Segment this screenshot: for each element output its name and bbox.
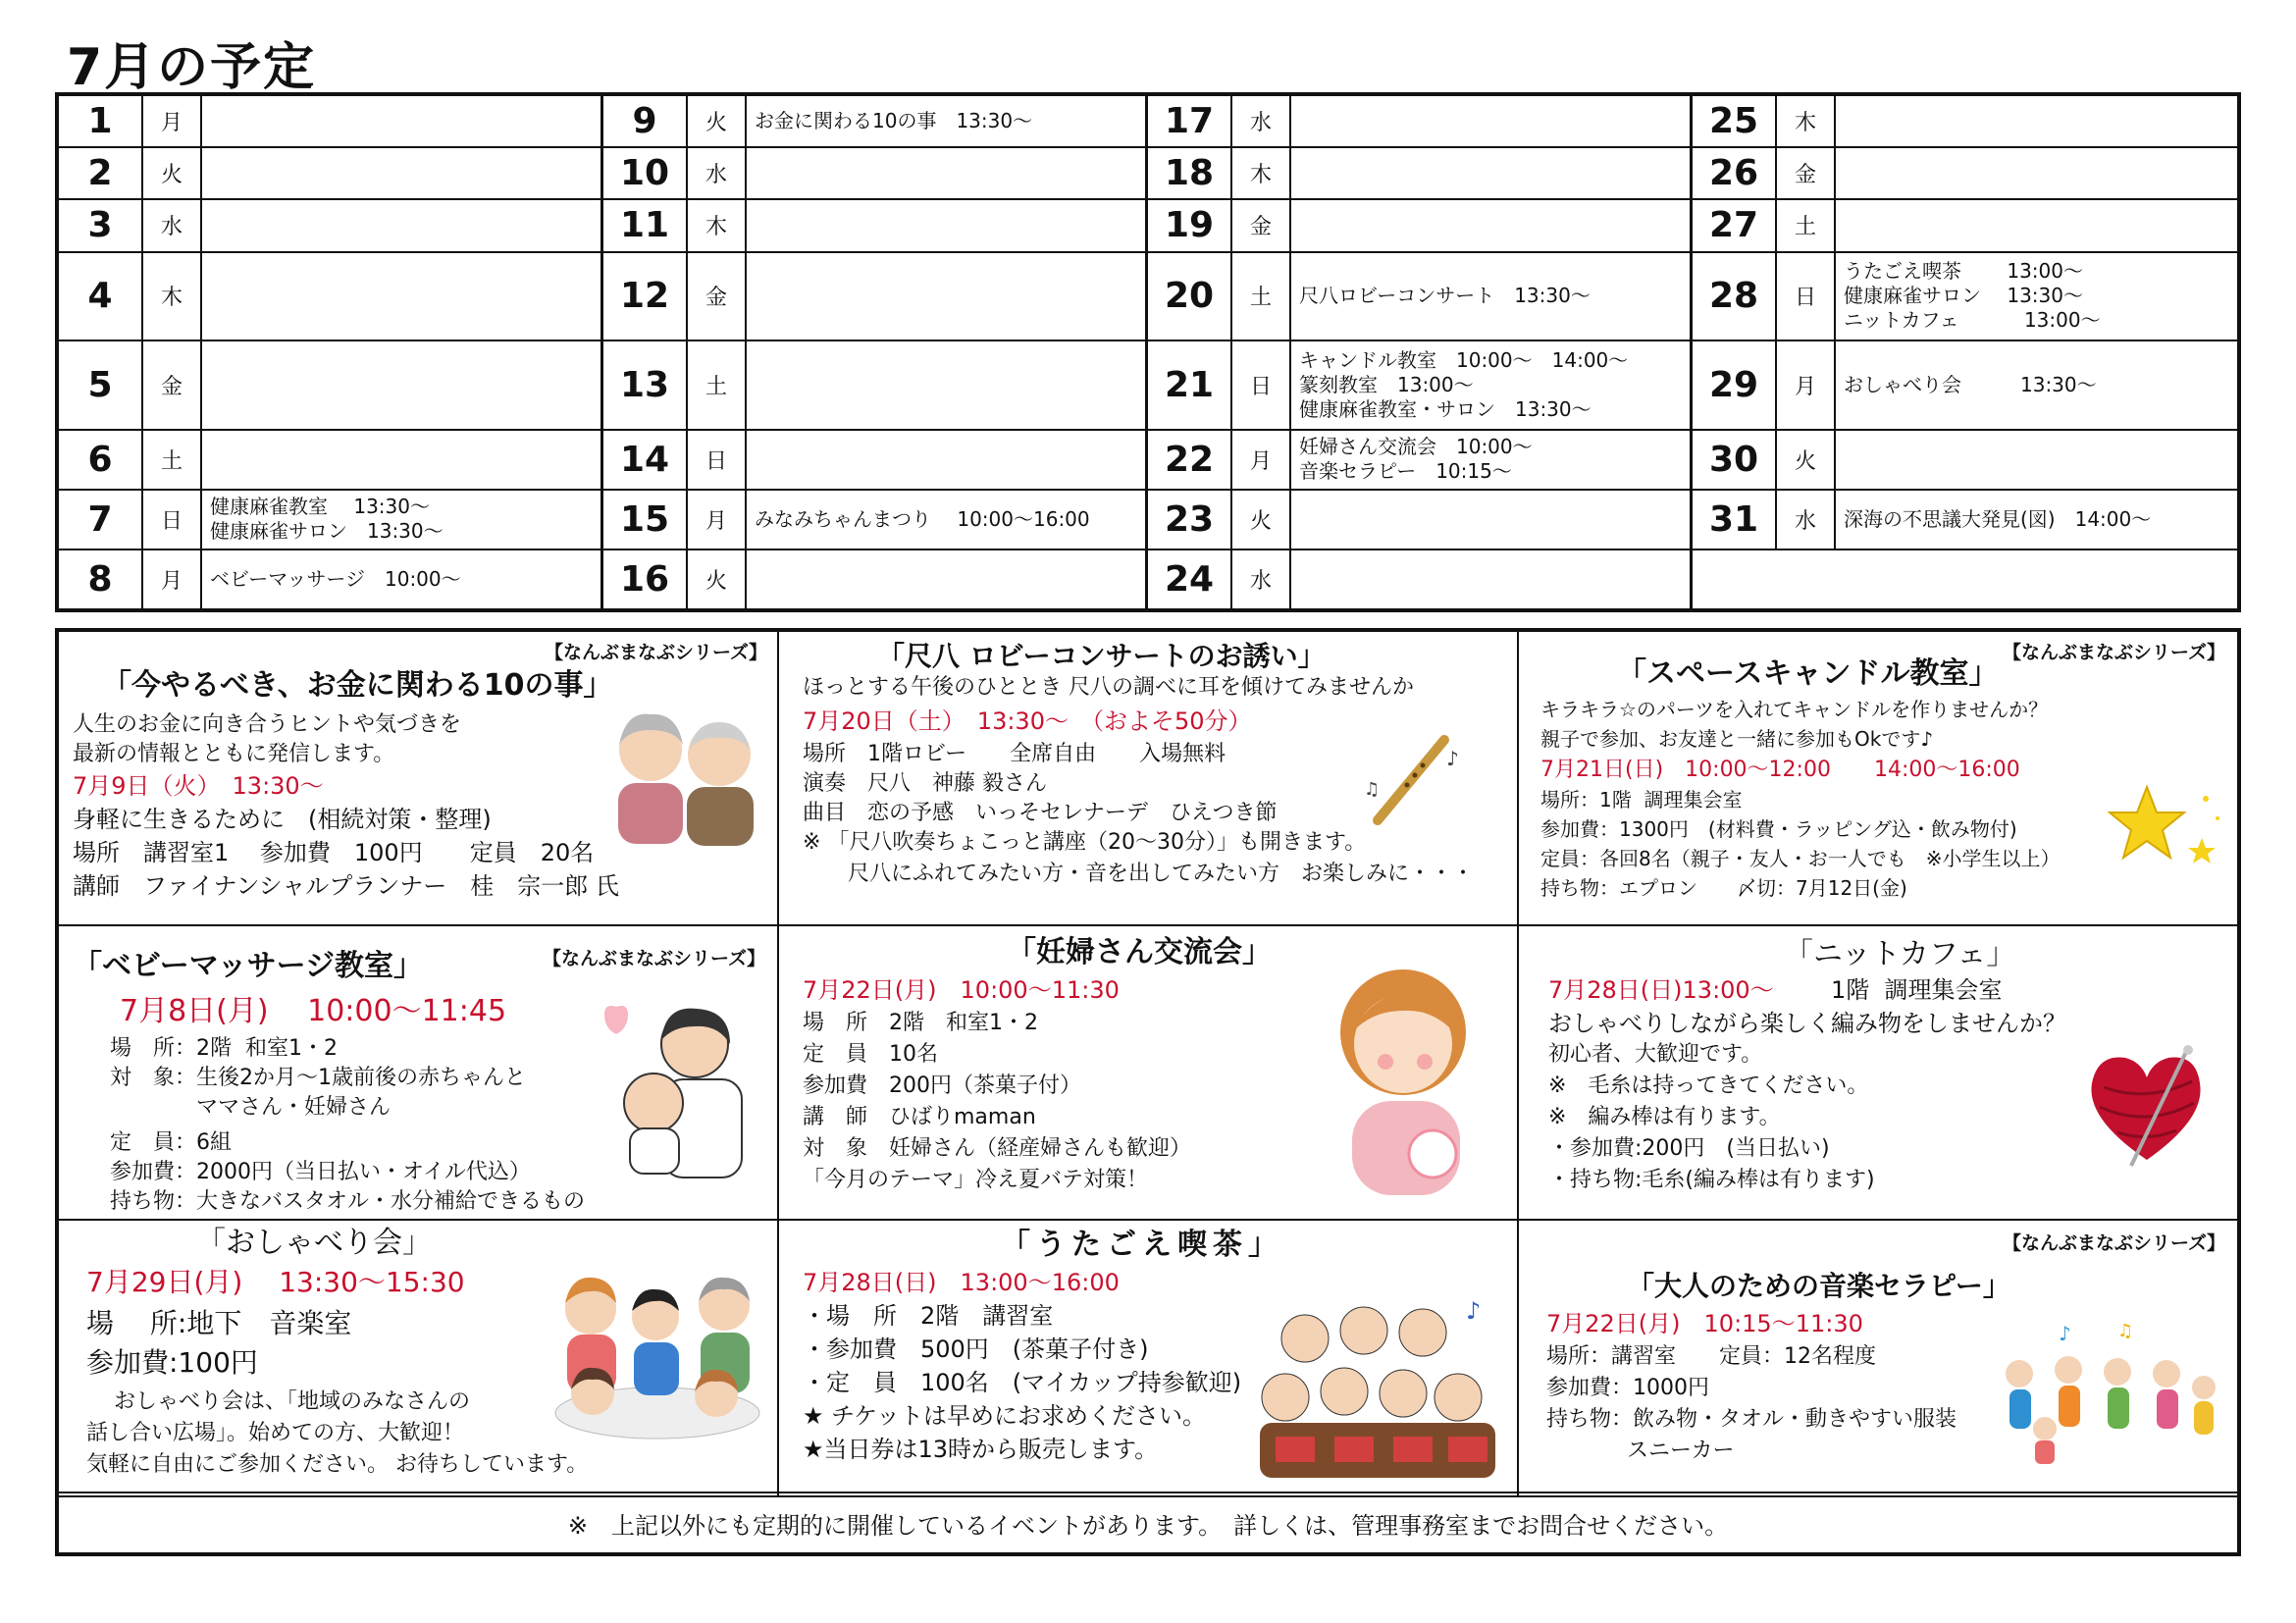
calendar-day-row [59,253,600,342]
event-text: 持ち物：飲み物・タオル・動きやすい服装 [1546,1407,1957,1432]
day-events: うたごえ喫茶 13:00～ 健康麻雀サロン 13:30～ ニットカフェ 13:00～ [1844,259,2101,333]
day-number: 17 [1148,96,1232,146]
weekday: 月 [1232,431,1291,489]
day-events [747,431,1145,489]
footer-note: ※ 上記以外にも定期的に開催しているイベントがあります。 詳しくは、管理事務室までお問合せください。 [59,1492,2237,1552]
day-number: 27 [1693,200,1777,250]
event-title: 「うたごえ喫茶」 [1001,1228,1283,1262]
weekday: 火 [1232,491,1291,549]
event-date: 7月28日(日) 13:00～16:00 [803,1269,1120,1296]
day-number: 30 [1693,431,1777,489]
series-label: 【なんぶまなぶシリーズ】 [2002,642,2225,663]
event-text: 定員：各回8名（親子・友人・お一人でも ※小学生以上） [1540,847,2061,870]
weekday: 木 [1777,96,1836,146]
day-number: 31 [1693,491,1777,549]
day-number: 14 [603,431,688,489]
event-text: 対 象：生後2か月～1歳前後の赤ちゃんと [110,1066,526,1090]
calendar-day-row [1148,253,1690,342]
day-number: 20 [1148,253,1232,340]
day-events [1836,200,2237,250]
calendar-day-row [1693,431,2237,491]
event-text: ・参加費 500円 (茶菓子付き) [803,1335,1149,1363]
day-events: おしゃべり会 13:30～ [1844,372,2097,396]
day-number: 12 [603,253,688,340]
event-text: 参加費:100円 [86,1346,258,1379]
event-text: 場所 講習室1 参加費 100円 定員 20名 [73,839,595,866]
weekday: 月 [688,491,747,549]
calendar-day-row [59,96,600,148]
calendar-day-row [603,341,1145,431]
calendar-empty-cell [1693,550,2237,608]
event-text: ※ 「尺八吹奏ちょこっと講座（20～30分）」も開きます。 [803,830,1367,855]
event-text: ※ 毛糸は持ってきてください。 [1548,1073,1869,1098]
event-text: 定 員：6組 [110,1130,232,1155]
weekday: 水 [1777,491,1836,549]
calendar-column [1148,96,1693,608]
day-events: キャンドル教室 10:00～ 14:00～ 篆刻教室 13:00～ 健康麻雀教室・サロン 13:30～ [1299,347,1629,421]
event-title: 「ベビーマッサージ教室」 [73,949,423,983]
weekday: 水 [143,200,202,250]
event-text: 参加費：2000円（当日払い・オイル代込） [110,1160,531,1184]
event-text: ・場 所 2階 講習室 [803,1302,1054,1330]
day-number: 23 [1148,491,1232,549]
calendar-column [603,96,1148,608]
event-title: 「今やるべき、お金に関わる10の事」 [102,668,613,703]
day-events [202,200,600,250]
calendar-day-row [59,200,600,252]
day-events [202,148,600,198]
day-events [1836,431,2237,489]
day-events [1291,200,1690,250]
day-number: 21 [1148,341,1232,429]
event-text: 講 師 ひばりmaman [803,1105,1036,1129]
day-events [747,148,1145,198]
day-number: 5 [59,341,143,429]
day-events: お金に関わる10の事 13:30～ [755,109,1033,133]
day-number: 29 [1693,341,1777,429]
calendar-day-row [1148,341,1690,431]
weekday: 木 [143,253,202,340]
event-title: 「妊婦さん交流会」 [1007,935,1272,969]
svg-text:♫: ♫ [1364,779,1381,800]
day-number: 16 [603,550,688,608]
event-text: おしゃべり会は、「地域のみなさんの [114,1389,471,1414]
day-number: 9 [603,96,688,146]
event-text: 人生のお金に向き合うヒントや気づきを [73,712,462,737]
event-title: 「尺八 ロビーコンサートのお誘い」 [877,640,1326,672]
event-text: ★ チケットは早めにお求めください。 [803,1402,1206,1430]
singing-choir-illustration [1256,1289,1501,1486]
event-text: 親子で参加、お友達と一緒に参加もOkです♪ [1540,727,1934,751]
event-date: 7月22日(月) 10:15～11:30 [1546,1310,1863,1337]
day-events [747,200,1145,250]
day-number: 7 [59,491,143,549]
calendar-day-row [1693,550,2237,608]
event-text: 場所：1階 調理集会室 [1540,788,1743,812]
event-date: 7月21日(日) 10:00～12:00 14:00～16:00 [1540,758,2020,782]
calendar-day-row [59,148,600,200]
day-events [747,341,1145,429]
calendar-day-row [59,431,600,491]
event-oshaberi [59,1221,779,1497]
event-text: 参加費 200円（茶菓子付） [803,1073,1081,1098]
weekday: 日 [688,431,747,489]
event-text: ・参加費:200円 (当日払い) [1548,1136,1830,1161]
event-date: 7月9日（火） 13:30～ [73,772,324,800]
event-text: 身軽に生きるために (相続対策・整理) [73,806,492,833]
day-events [1291,491,1690,549]
weekday: 月 [1777,341,1836,429]
calendar-day-row [603,491,1145,550]
event-knit-cafe [1519,926,2237,1221]
calendar-column [1693,96,2237,608]
weekday: 金 [1777,148,1836,198]
day-number: 11 [603,200,688,250]
event-text: ママさん・妊婦さん [110,1095,391,1120]
day-number: 24 [1148,550,1232,608]
calendar-day-row [603,96,1145,148]
event-text: 気軽に自由にご参加ください。 お待ちしています。 [86,1452,589,1477]
event-text: キラキラ☆のパーツを入れてキャンドルを作りませんか？ [1540,698,2049,721]
weekday: 火 [688,96,747,146]
calendar-day-row [603,200,1145,252]
weekday: 木 [688,200,747,250]
weekday: 水 [1232,550,1291,608]
event-text: 参加費：1000円 [1546,1376,1709,1400]
day-number: 28 [1693,253,1777,340]
weekday: 日 [1777,253,1836,340]
event-utagoe [779,1221,1519,1497]
event-candle [1519,632,2237,926]
exercise-group-illustration [1990,1319,2225,1466]
day-number: 26 [1693,148,1777,198]
day-events: 健康麻雀教室 13:30～ 健康麻雀サロン 13:30～ [210,495,444,544]
event-text: 初心者、大歓迎です。 [1548,1042,1763,1067]
event-music-therapy [1519,1221,2237,1497]
weekday: 土 [688,341,747,429]
star-illustration [2108,779,2225,877]
calendar-day-row [1693,148,2237,200]
event-text: 持ち物：エプロン 〆切：7月12日(金) [1540,876,1907,900]
day-number: 3 [59,200,143,250]
event-text: ほっとする午後のひととき 尺八の調べに耳を傾けてみませんか [803,675,1414,700]
event-text: スニーカー [1627,1439,1735,1463]
calendar-day-row [1693,200,2237,252]
day-events [747,550,1145,608]
calendar-day-row [1693,341,2237,431]
event-money [59,632,779,926]
chatting-group-illustration [549,1256,765,1452]
event-date: 7月29日(月) 13:30～15:30 [86,1266,465,1298]
calendar-day-row [1693,96,2237,148]
series-label: 【なんぶまなぶシリーズ】 [542,948,765,969]
day-events [202,341,600,429]
event-text: 尺八にふれてみたい方・音を出してみたい方 お楽しみに・・・ [848,862,1475,886]
event-title: 「大人のための音楽セラピー」 [1627,1270,2010,1302]
day-number: 22 [1148,431,1232,489]
weekday: 金 [1232,200,1291,250]
weekday: 水 [688,148,747,198]
calendar-day-row [59,491,600,550]
day-number: 2 [59,148,143,198]
event-text: 講師 ファイナンシャルプランナー 桂 宗一郎 氏 [73,872,619,900]
weekday: 金 [688,253,747,340]
mother-baby-illustration [585,985,761,1181]
event-text: 演奏 尺八 神藤 毅さん [803,771,1047,796]
weekday: 木 [1232,148,1291,198]
day-number: 13 [603,341,688,429]
event-place: 1階 調理集会室 [1831,976,2003,1004]
weekday: 火 [688,550,747,608]
event-date: 7月20日（土） 13:30～ （およそ50分） [803,707,1252,735]
svg-text:♪: ♪ [1446,747,1459,770]
event-shakuhachi [779,632,1519,926]
day-events [1291,550,1690,608]
day-number: 6 [59,431,143,489]
event-text: 最新の情報とともに発信します。 [73,742,395,766]
weekday: 日 [143,491,202,549]
day-events [1836,96,2237,146]
day-events [1836,148,2237,198]
svg-text:♫: ♫ [2117,1321,2134,1341]
calendar-day-row [1693,491,2237,550]
day-events: 深海の不思議大発見(図) 14:00～ [1844,506,2152,531]
calendar-day-row [603,550,1145,608]
calendar-day-row [603,148,1145,200]
event-text: ・定 員 100名 (マイカップ持参歓迎) [803,1369,1242,1396]
day-number: 1 [59,96,143,146]
day-events: ベビーマッサージ 10:00～ [210,566,461,591]
event-text: 場 所:地下 音楽室 [86,1307,352,1339]
day-events [202,96,600,146]
day-events: みなみちゃんまつり 10:00～16:00 [755,506,1090,531]
event-date: 7月8日(月) 10:00～11:45 [120,994,507,1028]
day-events [747,253,1145,340]
event-text: 場 所 2階 和室1・2 [803,1011,1038,1035]
event-text: 持ち物：大きなバスタオル・水分補給できるもの [110,1189,586,1214]
day-number: 10 [603,148,688,198]
event-text: 場所：講習室 定員：12名程度 [1546,1344,1876,1369]
calendar-day-row [59,550,600,608]
event-text: 話し合い広場」。始めての方、大歓迎！ [86,1421,465,1445]
weekday: 火 [1777,431,1836,489]
page-title: 7月の予定 [67,38,317,97]
calendar-column [59,96,603,608]
event-title: 「ニットカフェ」 [1784,937,2016,971]
calendar-day-row [59,341,600,431]
day-events [202,431,600,489]
day-events: 尺八ロビーコンサート 13:30～ [1299,284,1591,308]
event-date: 7月28日(日)13:00～ [1548,976,1774,1004]
day-number: 19 [1148,200,1232,250]
day-number: 15 [603,491,688,549]
weekday: 土 [1777,200,1836,250]
event-title: 「スペースキャンドル教室」 [1617,656,1999,691]
calendar-day-row [1148,431,1690,491]
event-text: 場 所：2階 和室1・2 [110,1036,338,1061]
day-number: 25 [1693,96,1777,146]
series-label: 【なんぶまなぶシリーズ】 [2002,1232,2225,1254]
day-events: 妊婦さん交流会 10:00～ 音楽セラピー 10:15～ [1299,435,1533,484]
event-text: ・持ち物:毛糸(編み棒は有ります) [1548,1168,1875,1192]
svg-text:♪: ♪ [1466,1297,1482,1325]
calendar-grid [55,92,2241,612]
weekday: 水 [1232,96,1291,146]
weekday: 日 [1232,341,1291,429]
weekday: 土 [1232,253,1291,340]
event-text: 定 員 10名 [803,1042,938,1067]
elderly-couple-illustration [597,701,773,848]
event-text: 参加費：1300円 (材料費・ラッピング込・飲み物付) [1540,817,2017,841]
day-events [1291,96,1690,146]
event-date: 7月22日(月) 10:00～11:30 [803,976,1120,1004]
weekday: 金 [143,341,202,429]
event-baby-massage [59,926,779,1221]
event-text: おしゃべりしながら楽しく編み物をしませんか？ [1548,1010,2066,1037]
calendar-day-row [1148,550,1690,608]
event-text: ※ 編み棒は有ります。 [1548,1105,1781,1129]
day-number: 4 [59,253,143,340]
yarn-ball-illustration [2078,1044,2216,1172]
svg-text:♪: ♪ [2059,1322,2071,1345]
calendar-day-row [603,431,1145,491]
calendar-day-row [603,253,1145,342]
calendar-day-row [1693,253,2237,342]
events-panel [55,628,2241,1556]
event-title: 「おしゃべり会」 [196,1226,432,1260]
event-text: 場所 1階ロビー 全席自由 入場無料 [803,742,1226,766]
event-text: 対 象 妊婦さん（経産婦さんも歓迎） [803,1136,1192,1161]
weekday: 月 [143,550,202,608]
day-number: 8 [59,550,143,608]
calendar-day-row [1148,148,1690,200]
calendar-day-row [1148,491,1690,550]
series-label: 【なんぶまなぶシリーズ】 [544,642,767,663]
weekday: 火 [143,148,202,198]
shakuhachi-illustration [1358,726,1466,834]
event-text: 「今月のテーマ」冷え夏バテ対策！ [803,1168,1149,1192]
day-events [202,253,600,340]
day-number: 18 [1148,148,1232,198]
weekday: 月 [143,96,202,146]
event-text: 曲目 恋の予感 いっそセレナーデ ひえつき節 [803,801,1278,825]
calendar-day-row [1148,200,1690,252]
day-events [1291,148,1690,198]
weekday: 土 [143,431,202,489]
event-text: ★当日券は13時から販売します。 [803,1436,1159,1463]
event-ninpu [779,926,1519,1221]
pregnant-woman-illustration [1315,954,1491,1199]
calendar-day-row [1148,96,1690,148]
